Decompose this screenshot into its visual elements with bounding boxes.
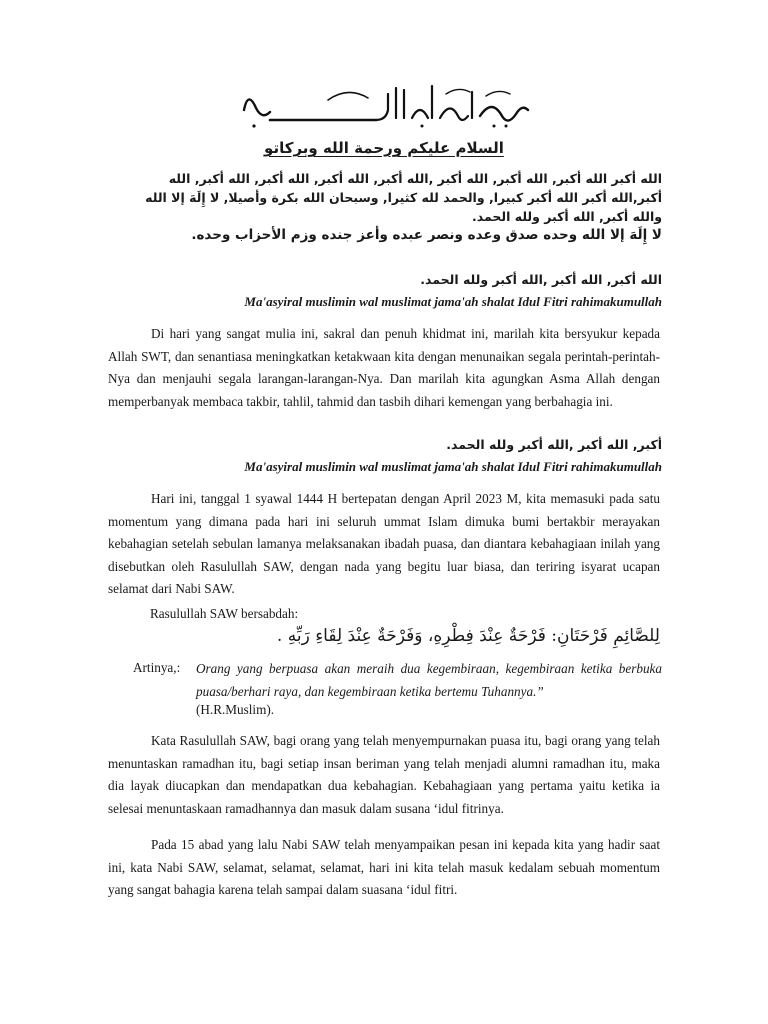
takbir-short-1: الله أكبر, الله أكبر ,الله أكبر ولله الحمد. xyxy=(420,272,662,287)
paragraph-1: Di hari yang sangat mulia ini, sakral dan penuh khidmat ini, marilah kita bersyukur kepada Allah SWT, dan senantiasa meningkatkan ketakwaan kita dengan menunaikan segala perintah-perintah-Nya dan menjauhi segala larangan-larangan-Nya. Dan marilah kita agungkan Asma Allah dengan memperbanyak membaca takbir, tahlil, tahmid dan tasbih dihari kemengan yang berbahagia ini. xyxy=(108,326,660,409)
artinya-label: Artinya,: xyxy=(133,660,181,675)
salam-heading: السلام عليكم ورحمة الله وبركاتو xyxy=(264,139,504,157)
takbir-block: الله أكبر الله أكبر, الله أكبر, الله أكبر ,الله أكبر, الله أكبر, الله أكبر, الله أكبر, الله أكبر,الله أكبر الله أكبر كبيرا, والحمد لله كثيرا, وسبحان الله بكرة وأصيلا, لا إِلَهَ إلا الله والله أكبر, الله أكبر ولله الحمد. xyxy=(145,171,662,224)
tahlil-line: لا إِلَهَ إلا الله وحده صدق وعده ونصر عبده وأعز جنده وزم الأحزاب وحده. xyxy=(191,227,662,243)
paragraph-4: Pada 15 abad yang lalu Nabi SAW telah menyampaikan pesan ini kepada kita yang hadir saat ini, kata Nabi SAW, selamat, selamat, selamat, hari ini kita telah masuk kedalam sebuah momentum yang sangat bahagia karena telah sampai dalam suasana ‘idul fitri. xyxy=(108,837,660,898)
paragraph-2: Hari ini, tanggal 1 syawal 1444 H bertepatan dengan April 2023 M, kita memasuki pada satu momentum yang dimana pada hari ini seluruh ummat Islam dimuka bumi bertakbir merayakan kebahagian setelah sebulan lamanya melaksanakan ibadah puasa, dan diantara kebahagiaan inilah yang disebutkan oleh Rasulullah SAW, dengan nada yang begitu luar biasa, dan teriring isyarat ucapan selamat dari Nabi SAW. xyxy=(108,491,660,597)
address-line-1: Ma'asyiral muslimin wal muslimat jama'ah shalat Idul Fitri rahimakumullah xyxy=(244,294,662,309)
address-line-2: Ma'asyiral muslimin wal muslimat jama'ah shalat Idul Fitri rahimakumullah xyxy=(244,459,662,474)
basmala-calligraphy xyxy=(236,80,534,132)
sabda-intro: Rasulullah SAW bersabdah: xyxy=(150,606,299,621)
takbir-short-2: أكبر, الله أكبر ,الله أكبر ولله الحمد. xyxy=(446,437,662,452)
paragraph-3: Kata Rasulullah SAW, bagi orang yang telah menyempurnakan puasa itu, bagi orang yang telah menuntaskan ramadhan itu, bagi setiap insan beriman yang telah menjadi alumni ramadhan itu, maka dia layak diucapkan dan mendapatkan dua kebahagian. Kebahagiaan yang pertama yaitu ketika ia selesai menuntaskaan ramadhannya dan masuk dalam susana ‘idul fitrinya. xyxy=(108,733,660,816)
artinya-translation: Orang yang berpuasa akan meraih dua kegembiraan, kegembiraan ketika berbuka puasa/berhari raya, dan kegembiraan ketika bertemu Tuhannya.” xyxy=(196,661,662,699)
hadith-reference: (H.R.Muslim). xyxy=(196,702,275,717)
hadith-arabic: لِلصَّائِمِ فَرْحَتَانِ: فَرْحَةٌ عِنْدَ فِطْرِهِ، وَفَرْحَةٌ عِنْدَ لِقَاءِ رَبِّهِ . xyxy=(276,626,660,646)
